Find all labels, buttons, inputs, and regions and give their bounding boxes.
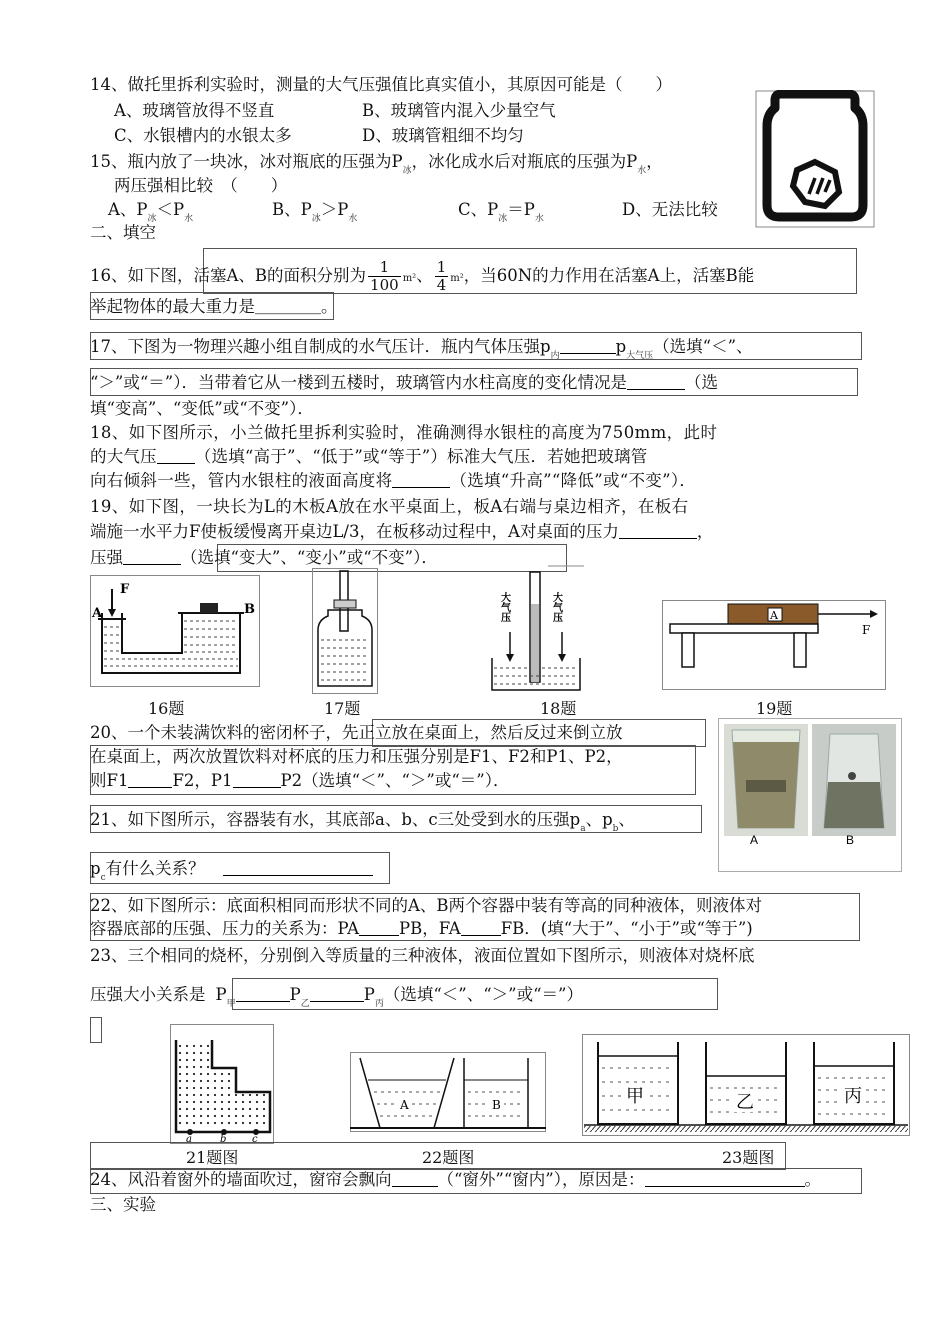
fig18-atm-right: 大气压: [550, 592, 562, 622]
fig22-caption: 22题图: [422, 1148, 475, 1167]
fig17-caption: 17题: [324, 699, 361, 718]
fig23-label-yi: 乙: [736, 1092, 754, 1113]
water-dot: [249, 1101, 251, 1103]
water-dot: [228, 1101, 230, 1103]
water-dot: [200, 1115, 202, 1117]
water-dot: [235, 1094, 237, 1096]
q17-line1: 17、下图为一物理兴趣小组自制成的水气压计．瓶内气体压强$p_内$ $p_{大气压}$（选填“＜”、: [90, 337, 753, 361]
water-dot: [228, 1094, 230, 1096]
q14-option-b: B、玻璃管内混入少量空气: [362, 101, 556, 120]
fig21-label-b: b: [220, 1134, 227, 1144]
fig16-u-tube: [90, 575, 260, 687]
water-dot: [186, 1122, 188, 1124]
water-dot: [193, 1115, 195, 1117]
q22-line1: 22、如下图所示：底面积相同而形状不同的A、B两个容器中装有等高的同种液体，则液体对: [90, 896, 763, 915]
water-dot: [193, 1080, 195, 1082]
water-dot: [186, 1045, 188, 1047]
water-dot: [249, 1122, 251, 1124]
fig22-two-containers: [350, 1052, 546, 1132]
fig19-label-a: A: [770, 609, 778, 622]
q16-line1: 16、如下图，活塞A、B的面积分别为 $\frac{1}{100}$ m²、 $\frac{1}{4}$ m²，当60N的力作用在活塞A上，活塞B能: [90, 258, 755, 294]
fig21-label-a: a: [186, 1134, 192, 1144]
water-dot: [186, 1052, 188, 1054]
water-dot: [186, 1108, 188, 1110]
water-dot: [193, 1059, 195, 1061]
water-dot: [207, 1122, 209, 1124]
q18-line1: 18、如下图所示，小兰做托里拆利实验时，准确测得水银柱的高度为750mm，此时: [90, 423, 718, 442]
water-dot: [179, 1059, 181, 1061]
fig22-label-a: A: [400, 1098, 409, 1112]
water-dot: [214, 1080, 216, 1082]
q14-option-a: A、玻璃管放得不竖直: [114, 101, 275, 120]
water-dot: [242, 1122, 244, 1124]
q20-line3: 则F1 F2，P1 P2（选填“＜”、“＞”或“＝”）．: [90, 771, 510, 790]
water-dot: [200, 1108, 202, 1110]
water-dot: [235, 1101, 237, 1103]
q14-stem: 14、做托里拆利实验时，测量的大气压强值比真实值小，其原因可能是（ ）: [90, 75, 672, 94]
water-dot: [200, 1101, 202, 1103]
water-dot: [242, 1108, 244, 1110]
q15-line2: 两压强相比较 （ ）: [114, 176, 288, 195]
water-dot: [242, 1094, 244, 1096]
water-dot: [179, 1066, 181, 1068]
water-dot: [214, 1094, 216, 1096]
water-dot: [186, 1094, 188, 1096]
q14-option-d: D、玻璃管粗细不均匀: [362, 126, 524, 145]
q15-line1: 15、瓶内放了一块冰，冰对瓶底的压强为$P_冰$，冰化成水后对瓶底的压强为$P_水$，: [90, 152, 663, 176]
water-dot: [193, 1066, 195, 1068]
q20-line2: 在桌面上，两次放置饮料对杯底的压力和压强分别是F1、F2和P1、P2，: [90, 747, 623, 766]
water-dot: [186, 1080, 188, 1082]
water-dot: [200, 1073, 202, 1075]
fig16-label-f: F: [120, 582, 130, 597]
water-dot: [221, 1094, 223, 1096]
water-dot: [179, 1101, 181, 1103]
fig23-three-beakers: [582, 1034, 910, 1136]
fig19-label-f: F: [862, 623, 871, 637]
fig19-caption: 19题: [756, 699, 793, 718]
water-dot: [221, 1115, 223, 1117]
water-dot: [214, 1101, 216, 1103]
water-dot: [207, 1094, 209, 1096]
fig23-label-jia: 甲: [626, 1086, 644, 1107]
water-dot: [207, 1066, 209, 1068]
fraction-1-100: $\frac{1}{100}$: [370, 258, 399, 294]
water-dot: [186, 1087, 188, 1089]
fig19-board-on-table: [662, 600, 886, 690]
water-dot: [256, 1122, 258, 1124]
fig16-label-a: A: [92, 606, 103, 621]
water-dot: [186, 1101, 188, 1103]
water-dot: [228, 1080, 230, 1082]
water-dot: [193, 1087, 195, 1089]
water-dot: [179, 1052, 181, 1054]
water-dot: [221, 1101, 223, 1103]
water-dot: [200, 1087, 202, 1089]
q19-line2: 端施一水平力F使板缓慢离开桌边L/3，在板移动过程中，A对桌面的压力 ，: [90, 522, 714, 541]
fig23-label-bing: 丙: [844, 1086, 862, 1107]
fig17-water-barometer: [312, 568, 378, 694]
water-dot: [263, 1115, 265, 1117]
water-dot: [214, 1087, 216, 1089]
water-dot: [242, 1115, 244, 1117]
water-dot: [214, 1073, 216, 1075]
water-dot: [221, 1108, 223, 1110]
q17-line2: “＞”或“＝”）．当带着它从一楼到五楼时，玻璃管内水柱高度的变化情况是 （选: [90, 373, 718, 392]
water-dot: [256, 1115, 258, 1117]
water-dot: [200, 1045, 202, 1047]
water-dot: [249, 1108, 251, 1110]
water-dot: [179, 1073, 181, 1075]
q19-line1: 19、如下图，一块长为L的木板A放在水平桌面上，板A右端与桌边相齐，在板右: [90, 497, 689, 516]
water-dot: [200, 1066, 202, 1068]
water-dot: [207, 1059, 209, 1061]
water-dot: [228, 1122, 230, 1124]
water-dot: [221, 1122, 223, 1124]
fig16-label-b: B: [244, 602, 255, 617]
water-dot: [186, 1059, 188, 1061]
q15-option-d: D、无法比较: [622, 200, 718, 219]
water-dot: [242, 1101, 244, 1103]
fig18-torricelli-tube: [490, 562, 586, 694]
water-dot: [179, 1108, 181, 1110]
water-dot: [200, 1052, 202, 1054]
q18-line3: 向右倾斜一些，管内水银柱的液面高度将 （选填“升高”“降低”或“不变”）．: [90, 471, 697, 490]
water-dot: [179, 1122, 181, 1124]
q14-option-c: C、水银槽内的水银太多: [114, 126, 292, 145]
water-dot: [186, 1066, 188, 1068]
fig18-atm-left: 大气压: [498, 592, 510, 622]
water-dot: [193, 1045, 195, 1047]
water-dot: [186, 1115, 188, 1117]
water-dot: [228, 1108, 230, 1110]
water-dot: [214, 1108, 216, 1110]
section-3-heading: 三、实验: [90, 1195, 156, 1214]
fig21-label-c: c: [252, 1134, 258, 1144]
q16-line2: 举起物体的最大重力是＿＿＿＿。: [90, 297, 338, 316]
q23-line1: 23、三个相同的烧杯，分别倒入等质量的三种液体，液面位置如下图所示，则液体对烧杯底: [90, 946, 755, 965]
q15-option-c: C、$P_冰=P_水$: [458, 200, 544, 224]
water-dot: [193, 1073, 195, 1075]
water-dot: [179, 1087, 181, 1089]
water-dot: [207, 1073, 209, 1075]
water-dot: [263, 1101, 265, 1103]
q15-option-b: B、$P_冰>P_水$: [272, 200, 358, 224]
q18-line2: 的大气压 （选填“高于”、“低于”或“等于”）标准大气压．若她把玻璃管: [90, 447, 648, 466]
q24-line: 24、风沿着窗外的墙面吹过，窗帘会飘向 （“窗外”“窗内”），原因是： 。: [90, 1170, 821, 1189]
water-dot: [235, 1108, 237, 1110]
water-dot: [256, 1094, 258, 1096]
water-dot: [207, 1115, 209, 1117]
water-dot: [207, 1101, 209, 1103]
water-dot: [221, 1087, 223, 1089]
water-dot: [263, 1094, 265, 1096]
water-dot: [193, 1108, 195, 1110]
water-dot: [179, 1115, 181, 1117]
water-dot: [249, 1115, 251, 1117]
water-dot: [200, 1094, 202, 1096]
water-dot: [235, 1115, 237, 1117]
q21-line1: 21、如下图所示，容器装有水，其底部a、b、c三处受到水的压强$p_a$、$p_b$、: [90, 810, 635, 834]
q15-option-a: A、$P_冰<P_水$: [108, 200, 194, 224]
water-dot: [179, 1080, 181, 1082]
section-2-heading: 二、填空: [90, 223, 156, 242]
fig16-caption: 16题: [148, 699, 185, 718]
water-dot: [263, 1108, 265, 1110]
water-dot: [228, 1073, 230, 1075]
water-dot: [228, 1115, 230, 1117]
fig22-label-b: B: [492, 1098, 501, 1112]
water-dot: [249, 1094, 251, 1096]
water-dot: [200, 1122, 202, 1124]
water-dot: [186, 1073, 188, 1075]
water-dot: [193, 1094, 195, 1096]
water-dot: [193, 1101, 195, 1103]
water-dot: [207, 1108, 209, 1110]
water-dot: [221, 1080, 223, 1082]
water-dot: [214, 1115, 216, 1117]
water-dot: [256, 1108, 258, 1110]
fig18-caption: 18题: [540, 699, 577, 718]
water-dot: [179, 1094, 181, 1096]
q22-line2: 容器底部的压强、压力的关系为：PA PB，FA FB．(填“大于”、“小于”或“等于”): [90, 919, 753, 938]
fig21-caption: 21题图: [186, 1148, 239, 1167]
fraction-1-4: $\frac{1}{4}$: [436, 258, 447, 294]
water-dot: [193, 1122, 195, 1124]
fig21-stepped-container: [170, 1024, 274, 1144]
water-dot: [179, 1045, 181, 1047]
water-dot: [207, 1087, 209, 1089]
water-dot: [200, 1080, 202, 1082]
q21-line2: $p_c$有什么关系？: [90, 858, 373, 889]
q23-line2: 压强大小关系是 $P_甲$ $P_乙$ $P_丙$（选填“＜”、“＞”或“＝”）: [90, 985, 583, 1009]
fig23-caption: 23题图: [722, 1148, 775, 1167]
water-dot: [193, 1052, 195, 1054]
small-box: [90, 1017, 102, 1043]
water-dot: [228, 1087, 230, 1089]
water-dot: [207, 1045, 209, 1047]
q19-line3: 压强 （选填“变大”、“变小”或“不变”）．: [90, 548, 438, 567]
water-dot: [235, 1122, 237, 1124]
water-dot: [200, 1059, 202, 1061]
q17-line3: 填“变高”、“变低”或“不变”）．: [90, 399, 314, 418]
q20-line1: 20、一个未装满饮料的密闭杯子，先正立放在桌面上，然后反过来倒立放: [90, 723, 623, 742]
water-dot: [207, 1052, 209, 1054]
q20-cup-photos: [720, 720, 900, 870]
water-dot: [207, 1080, 209, 1082]
ice-bottle-figure: [755, 90, 875, 228]
water-dot: [263, 1122, 265, 1124]
water-dot: [221, 1073, 223, 1075]
photo-label-a: A: [750, 833, 759, 847]
water-dot: [256, 1101, 258, 1103]
water-dot: [214, 1122, 216, 1124]
photo-label-b: B: [846, 833, 855, 847]
